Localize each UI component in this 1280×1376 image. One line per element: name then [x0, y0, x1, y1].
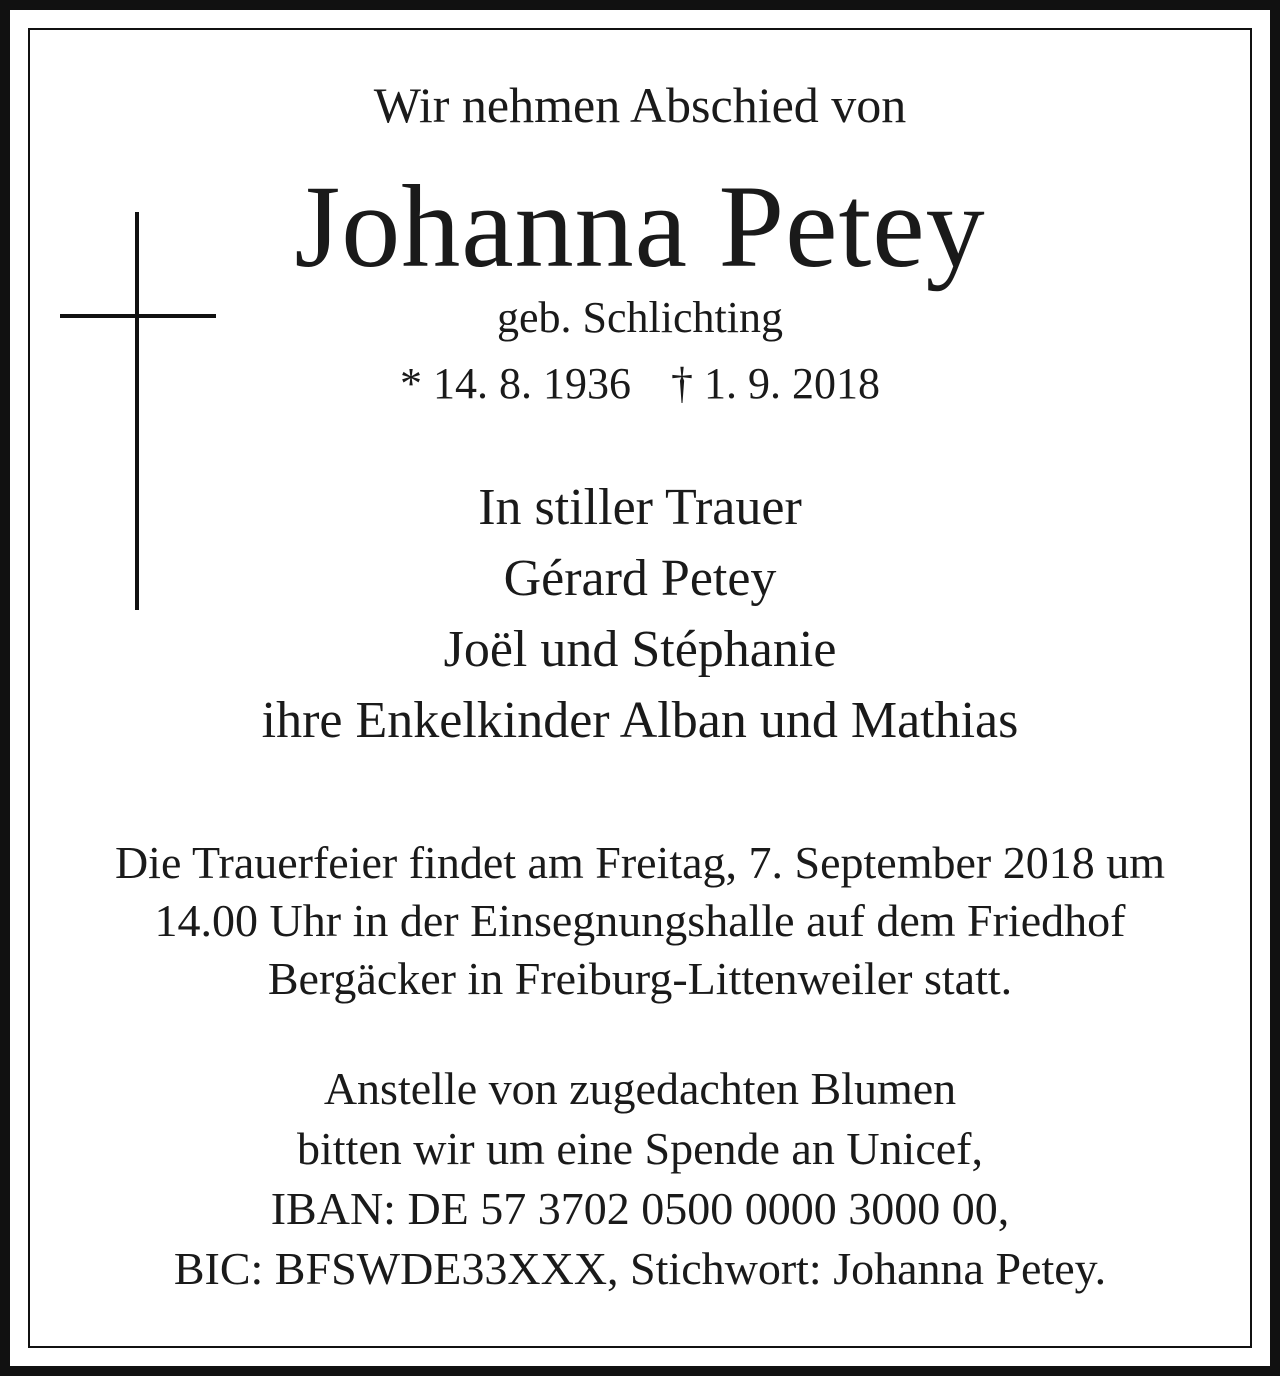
life-dates [40, 359, 1240, 408]
mourner-line: Gérard Petey [503, 550, 777, 607]
intro-text: Wir nehmen Abschied von [373, 77, 907, 133]
mourner-line: Joël und Stéphanie [443, 621, 837, 678]
birth-name: geb. Schlichting [497, 293, 783, 342]
donation-line: bitten wir um eine Spende an Unicef, [297, 1123, 983, 1174]
deceased-name: Johanna Petey [294, 161, 986, 292]
donation-line: Anstelle von zugedachten Blumen [323, 1063, 957, 1114]
service-line: 14.00 Uhr in der Einsegnungshalle auf dem Friedhof [154, 895, 1126, 946]
service-line: Bergäcker in Freiburg-Littenweiler statt. [267, 953, 1013, 1004]
service-line: Die Trauerfeier findet am Freitag, 7. September 2018 um [114, 837, 1166, 888]
donation-iban: IBAN: DE 57 3702 0500 0000 3000 00, [270, 1183, 1010, 1234]
mourning-heading: In stiller Trauer [478, 479, 802, 536]
death-date: † 1. 9. 2018 [671, 359, 880, 408]
mourner-line: ihre Enkelkinder Alban und Mathias [261, 692, 1019, 749]
birth-date: * 14. 8. 1936 [400, 359, 631, 408]
donation-bic: BIC: BFSWDE33XXX, Stichwort: Johanna Petey. [173, 1243, 1107, 1294]
